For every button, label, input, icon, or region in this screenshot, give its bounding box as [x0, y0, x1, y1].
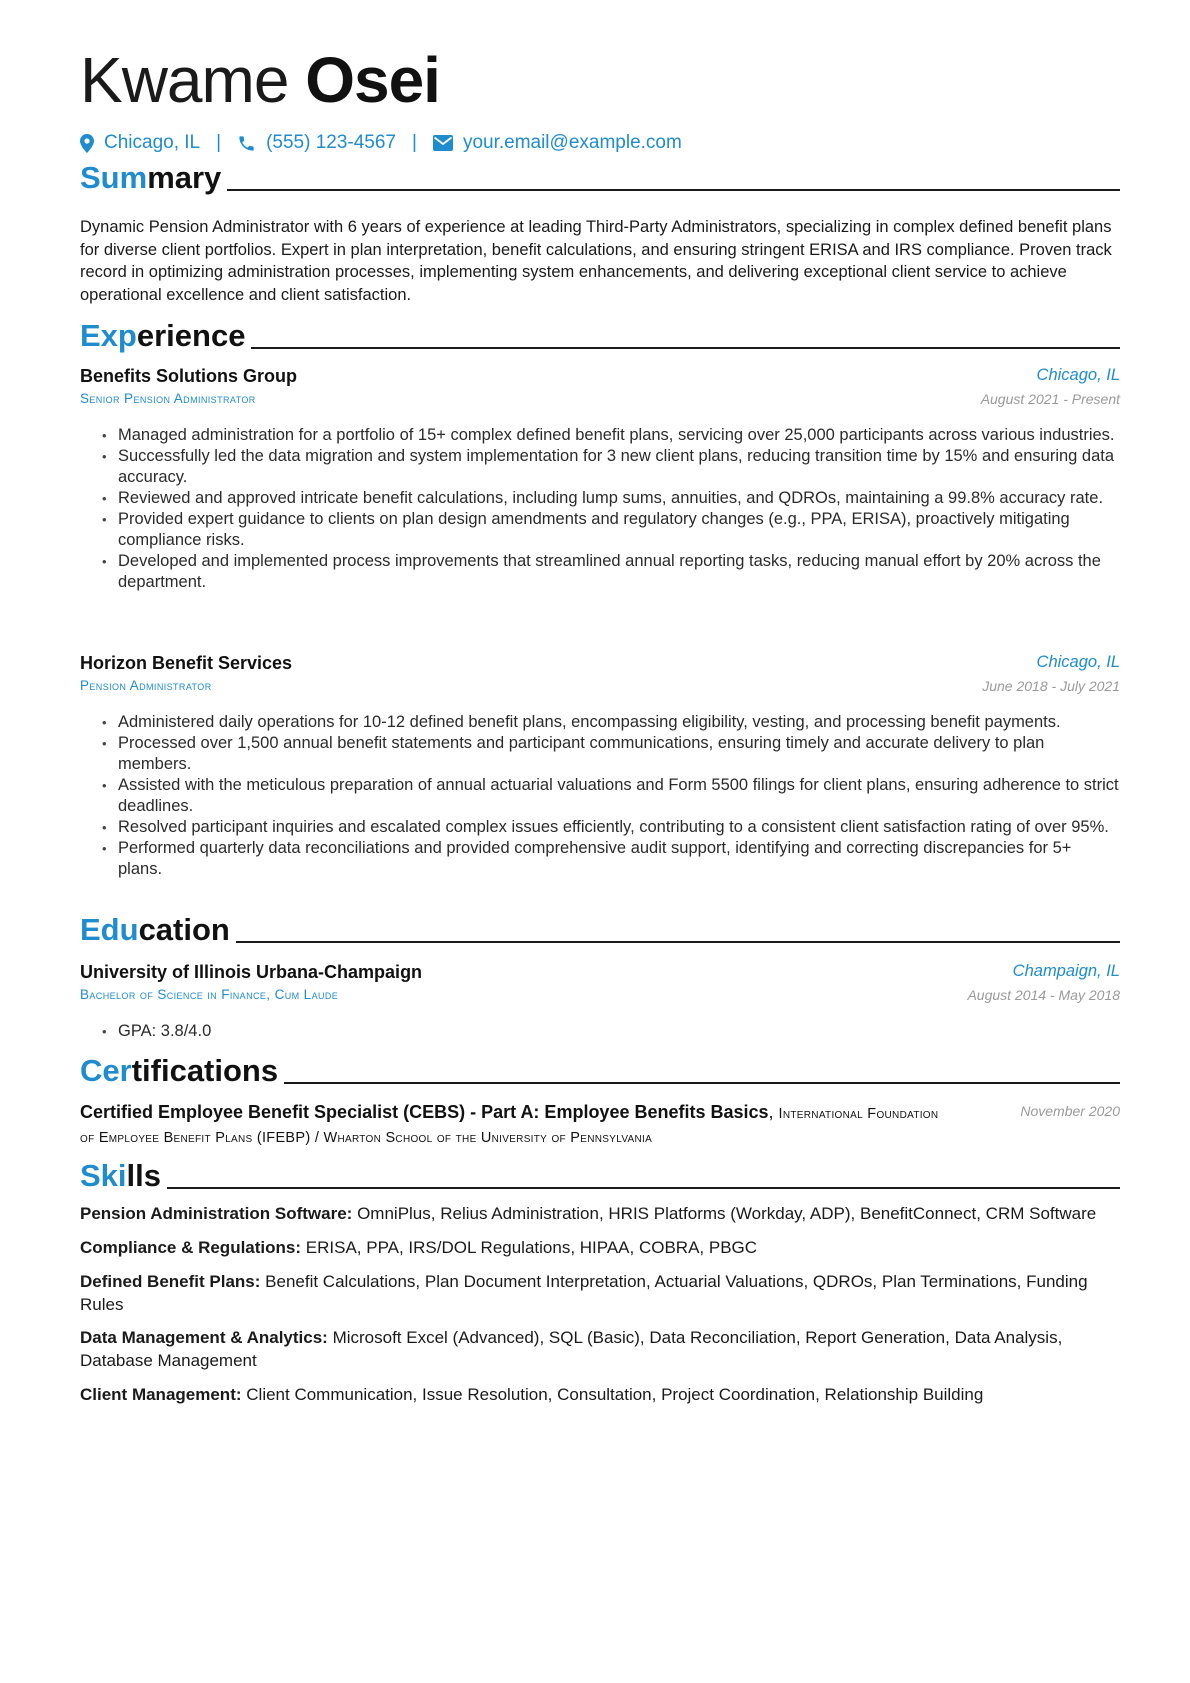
section-divider [227, 189, 1120, 191]
location-text: Chicago, IL [104, 132, 201, 153]
education-bullets [80, 1021, 1120, 1042]
contact-separator: | [216, 132, 222, 153]
skill-label: Pension Administration Software: [80, 1204, 353, 1223]
skill-row [80, 1326, 1120, 1372]
section-divider [236, 941, 1120, 943]
section-title: Education [80, 912, 230, 947]
section-title: Summary [80, 160, 222, 195]
section-header-certifications [80, 1050, 1120, 1090]
contact-separator: | [412, 132, 417, 153]
contact-location [80, 132, 200, 154]
skill-row [80, 1202, 1120, 1225]
list-item: • Processed over 1,500 annual benefit statements and participant communications, ensuring timely and accurate delivery to plan members. [80, 733, 1120, 775]
list-item: • Performed quarterly data reconciliations and provided comprehensive audit support, identifying and correcting discrepancies for 5+ plans. [80, 838, 1120, 880]
job-bullets [80, 712, 1120, 880]
list-item: • Managed administration for a portfolio of 15+ complex defined benefit plans, servicing over 25,000 participants across various industries. [80, 425, 1120, 446]
skill-row [80, 1270, 1120, 1316]
skill-value: ERISA, PPA, IRS/DOL Regulations, HIPAA, COBRA, PBGC [305, 1238, 758, 1257]
last-name: Osei [305, 44, 440, 116]
map-marker-icon [80, 134, 94, 153]
skill-value: Client Communication, Issue Resolution, Consultation, Project Coordination, Relationship Building [246, 1385, 984, 1404]
section-divider [167, 1187, 1120, 1189]
job-dates: August 2021 - Present [980, 391, 1120, 407]
skill-label: Compliance & Regulations: [80, 1238, 302, 1257]
envelope-icon [433, 135, 453, 151]
degree: Bachelor of Science in Finance, Cum Laude [80, 987, 339, 1002]
list-item: • Administered daily operations for 10-12 defined benefit plans, encompassing eligibility, vesting, and processing benefit payments. [80, 712, 1120, 733]
email-link[interactable]: your.email@example.com [462, 132, 682, 153]
certification-name: Certified Employee Benefit Specialist (CEBS) - Part A: Employee Benefits Basics [80, 1102, 769, 1122]
list-item: • Successfully led the data migration and system implementation for 3 new client plans, reducing transition time by 15% and ensuring data accuracy. [80, 446, 1120, 488]
list-item: • Provided expert guidance to clients on plan design amendments and regulatory changes (e.g., PPA, ERISA), proactively mitigating compliance risks. [80, 509, 1120, 551]
section-header-experience [80, 315, 1120, 355]
job-title: Pension Administrator [80, 678, 212, 693]
school-dates: August 2014 - May 2018 [967, 987, 1120, 1003]
skill-row [80, 1236, 1120, 1259]
section-divider [284, 1082, 1120, 1084]
job-location: Chicago, IL [1036, 653, 1120, 671]
summary-text: Dynamic Pension Administrator with 6 years of experience at leading Third-Party Administrators, specializing in complex defined benefit plans for diverse client portfolios. Expert in plan interpretation, benefit calculations, and ensuring stringent ERISA and IRS compliance. Proven track record in optimizing administration processes, implementing system enhancements, and delivering exceptional client service to achieve operational excellence and client satisfaction. [80, 218, 1112, 304]
section-divider [251, 347, 1120, 349]
skill-label: Client Management: [80, 1385, 242, 1404]
skill-value: Benefit Calculations, Plan Document Interpretation, Actuarial Valuations, QDROs, Plan Terminations, Funding Rules [80, 1272, 1088, 1314]
skill-label: Defined Benefit Plans: [80, 1272, 261, 1291]
section-header-skills [80, 1155, 1120, 1195]
job-bullets [80, 425, 1120, 593]
phone-icon [237, 134, 256, 153]
certification-org: International Foundation of Employee Benefit Plans (IFEBP) / Wharton School of the University of Pennsylvania [80, 1106, 939, 1146]
section-header-summary [80, 157, 1120, 197]
skill-value: Microsoft Excel (Advanced), SQL (Basic), Data Reconciliation, Report Generation, Data Analysis, Database Management [80, 1328, 1063, 1370]
skill-label: Data Management & Analytics: [80, 1328, 328, 1347]
skill-value: OmniPlus, Relius Administration, HRIS Platforms (Workday, ADP), BenefitConnect, CRM Software [357, 1204, 1097, 1223]
contact-email[interactable] [433, 132, 682, 154]
certification-date: November 2020 [1020, 1103, 1120, 1119]
first-name: Kwame [80, 44, 289, 116]
school-location: Champaign, IL [1012, 962, 1120, 980]
list-item: • Resolved participant inquiries and escalated complex issues efficiently, contributing to a consistent client satisfaction rating of over 95%. [80, 817, 1120, 838]
list-item: • Reviewed and approved intricate benefit calculations, including lump sums, annuities, and QDROs, maintaining a 99.8% accuracy rate. [80, 488, 1120, 509]
certification-item: Certified Employee Benefit Specialist (CEBS) - Part A: Employee Benefits Basics, International Foundation of Employee Benefit Plans (IFEBP) / Wharton School of the University of Pennsylvania [80, 1102, 939, 1146]
job-title: Senior Pension Administrator [80, 391, 256, 406]
job-company: Benefits Solutions Group [80, 366, 298, 386]
list-item: • Assisted with the meticulous preparation of annual actuarial valuations and Form 5500 filings for client plans, ensuring adherence to strict deadlines. [80, 775, 1120, 817]
job-company: Horizon Benefit Services [80, 653, 293, 673]
section-header-education [80, 909, 1120, 949]
contact-phone[interactable] [237, 132, 396, 154]
phone-text[interactable]: (555) 123-4567 [266, 132, 396, 153]
job-location: Chicago, IL [1036, 366, 1120, 384]
school-name: University of Illinois Urbana-Champaign [80, 962, 423, 982]
section-title: Certifications [80, 1053, 279, 1088]
skill-row [80, 1383, 1120, 1406]
list-item: • Developed and implemented process improvements that streamlined annual reporting tasks, reducing manual effort by 20% across the department. [80, 551, 1120, 593]
candidate-name [80, 40, 440, 120]
list-item: • GPA: 3.8/4.0 [80, 1021, 1120, 1042]
contact-line [80, 132, 682, 154]
job-dates: June 2018 - July 2021 [982, 678, 1120, 694]
section-title: Skills [80, 1158, 161, 1193]
section-title: Experience [80, 318, 246, 353]
